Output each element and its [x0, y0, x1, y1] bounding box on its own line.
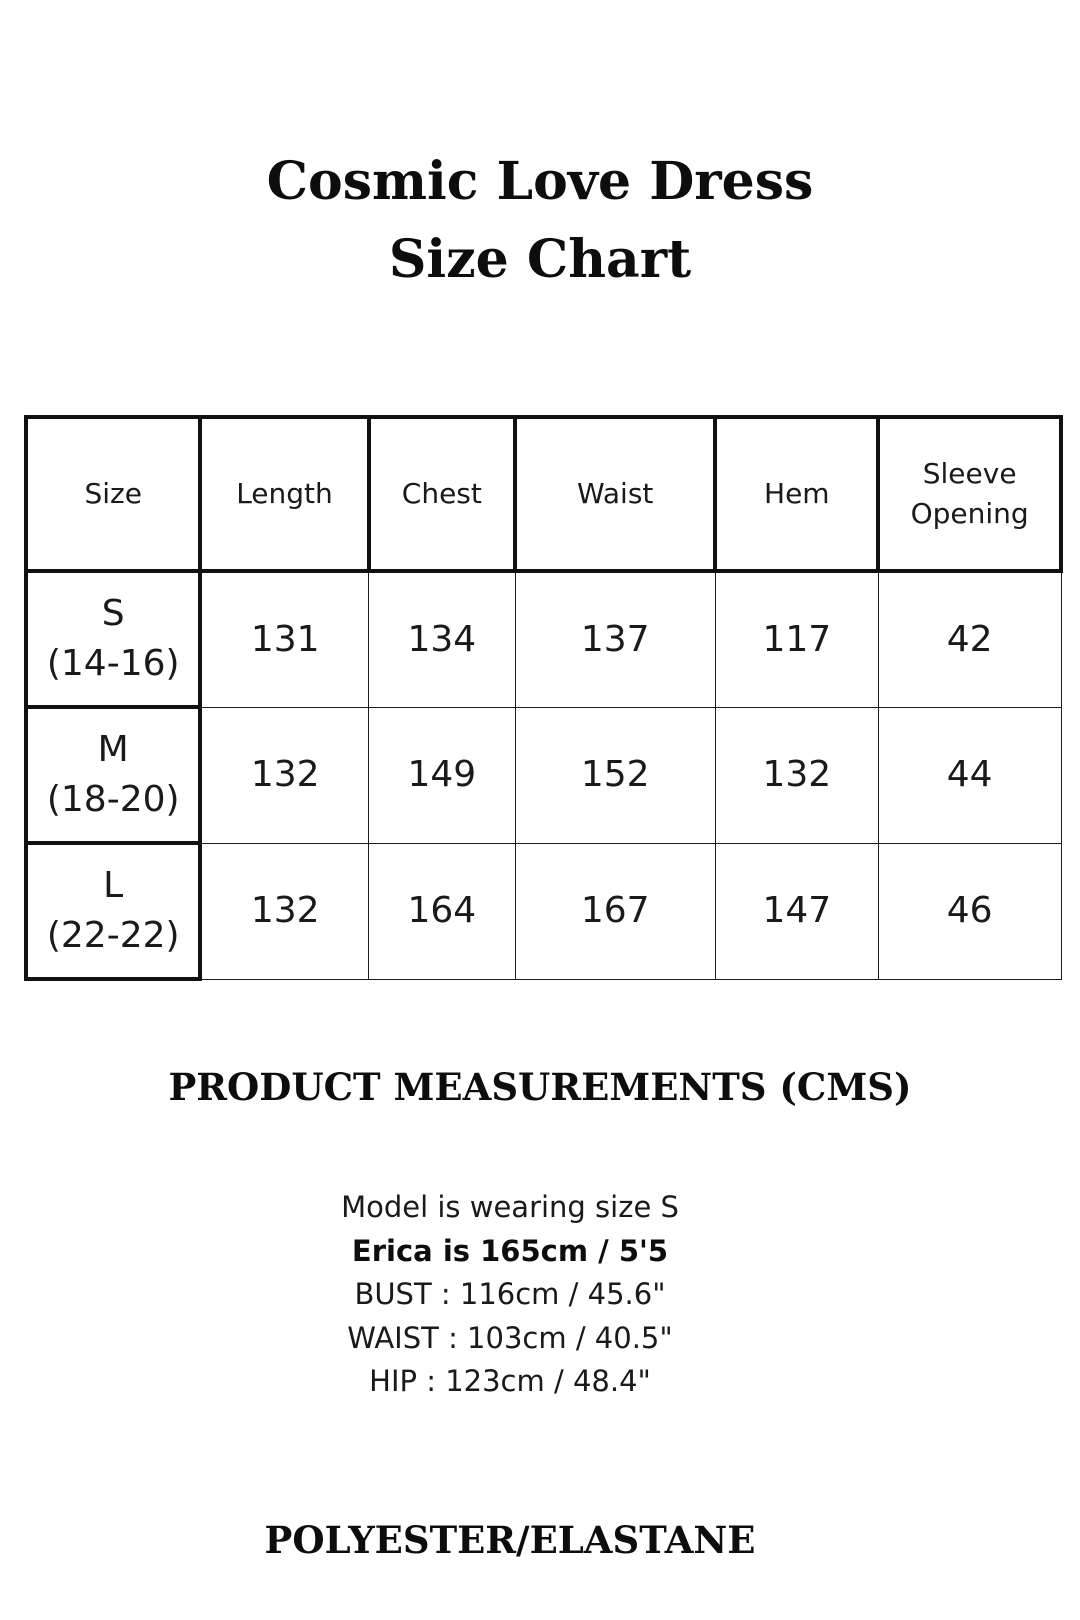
header-sleeve-line1: Sleeve [922, 457, 1017, 490]
model-waist-text: WAIST : 103cm / 40.5" [347, 1320, 673, 1355]
model-bust-text: BUST : 116cm / 45.6" [354, 1277, 666, 1311]
header-sleeve-opening [878, 417, 1061, 571]
size-range: (18-20) [46, 779, 180, 820]
hem-cell: 117 [715, 571, 878, 707]
title-size-chart: Size Chart [388, 229, 692, 290]
sleeve-cell: 42 [878, 571, 1061, 707]
model-hip-text: HIP : 123cm / 48.4" [369, 1364, 651, 1398]
material-text: POLYESTER/ELASTANE [264, 1518, 756, 1562]
length-cell: 132 [200, 707, 368, 843]
length-cell: 132 [200, 843, 368, 979]
size-label: L [103, 865, 124, 906]
size-label: S [101, 593, 125, 634]
table-row [26, 571, 1061, 707]
length-cell: 131 [200, 571, 368, 707]
table-row [26, 707, 1061, 843]
size-cell [26, 843, 200, 979]
table-row [26, 843, 1061, 979]
header-size: Size [26, 417, 200, 571]
size-cell [26, 571, 200, 707]
size-range: (22-22) [46, 915, 180, 956]
sleeve-cell: 46 [878, 843, 1061, 979]
header-length: Length [200, 417, 368, 571]
header-waist: Waist [515, 417, 715, 571]
header-sleeve-line2: Opening [910, 497, 1029, 530]
size-range: (14-16) [46, 643, 180, 684]
chest-cell: 164 [369, 843, 516, 979]
model-height-text: Erica is 165cm / 5'5 [351, 1233, 669, 1268]
chest-cell: 134 [369, 571, 516, 707]
model-size-text: Model is wearing size S [341, 1190, 679, 1224]
measurements-heading: PRODUCT MEASUREMENTS (CMS) [168, 1065, 912, 1109]
header-chest: Chest [369, 417, 516, 571]
size-chart-table [24, 415, 1063, 981]
page-title [0, 143, 1080, 299]
waist-cell: 167 [515, 843, 715, 979]
waist-cell: 152 [515, 707, 715, 843]
hem-cell: 132 [715, 707, 878, 843]
header-hem: Hem [715, 417, 878, 571]
chest-cell: 149 [369, 707, 516, 843]
size-label: M [97, 729, 129, 770]
hem-cell: 147 [715, 843, 878, 979]
table-header-row [26, 417, 1061, 571]
waist-cell: 137 [515, 571, 715, 707]
sleeve-cell: 44 [878, 707, 1061, 843]
size-cell [26, 707, 200, 843]
title-product-name: Cosmic Love Dress [266, 151, 814, 212]
model-info [0, 1186, 1020, 1404]
